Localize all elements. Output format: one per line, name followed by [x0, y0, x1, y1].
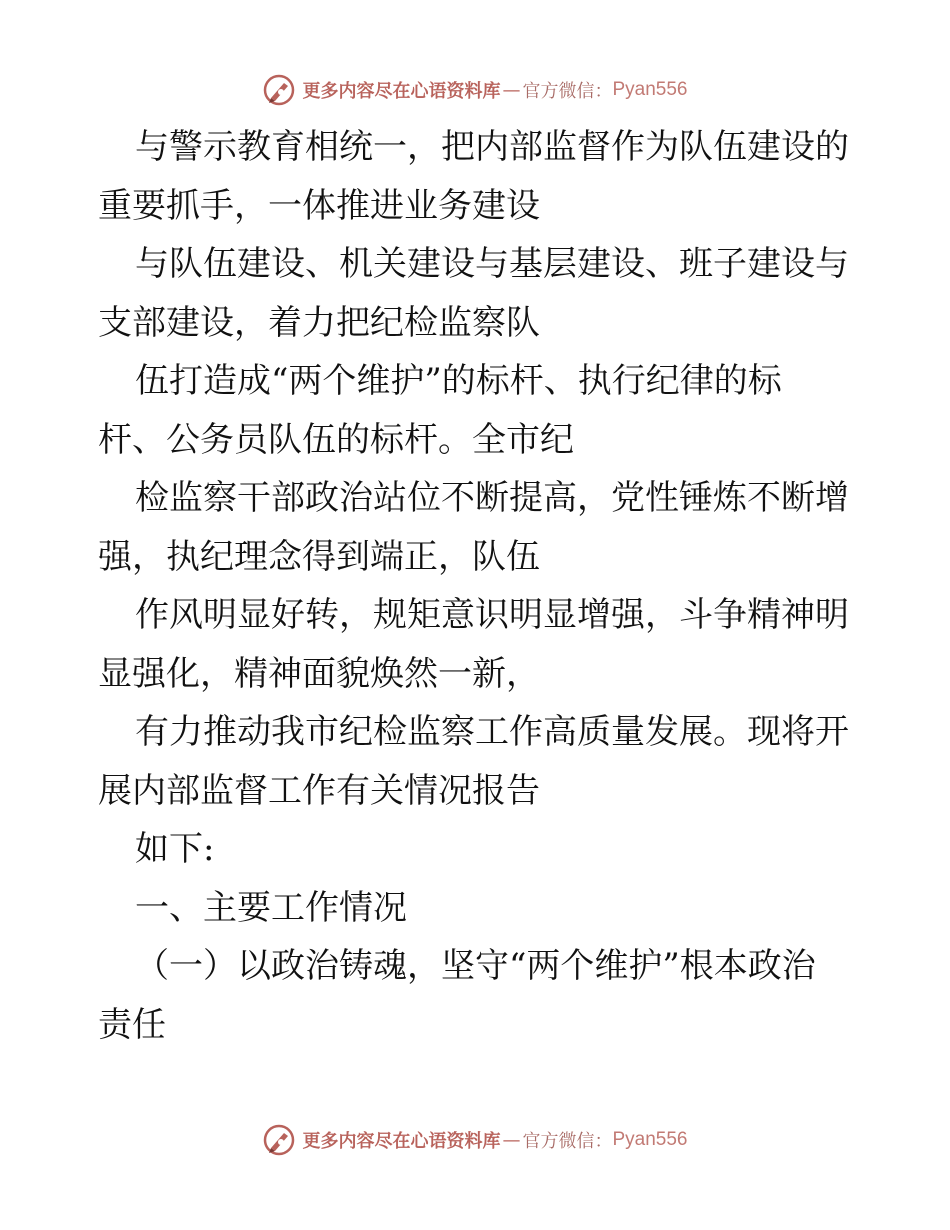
pen-logo-icon — [262, 73, 296, 107]
watermark-wechat-id: Pyan556 — [612, 1129, 688, 1150]
text-line-6: 杆、公务员队伍的标杆。全市纪 — [98, 419, 574, 460]
watermark-brand: 更多内容尽在心语资料库 — [302, 1131, 501, 1152]
text-line-12: 展内部监督工作有关情况报告 — [98, 770, 540, 811]
watermark-wechat-id: Pyan556 — [612, 79, 688, 100]
watermark-wechat-label: 官方微信： — [522, 1131, 613, 1152]
text-line-5: 伍打造成“两个维护”的标杆、执行纪律的标 — [135, 361, 782, 401]
watermark-wechat-label: 官方微信： — [522, 81, 613, 102]
subsection-heading: （一）以政治铸魂，坚守“两个维护”根本政治 — [135, 946, 816, 986]
pen-logo-icon — [262, 1123, 296, 1157]
text-line-7: 检监察干部政治站位不断提高，党性锤炼不断增 — [135, 478, 849, 518]
text-line-8: 强，执纪理念得到端正，队伍 — [98, 536, 540, 577]
watermark-separator: — — [502, 1129, 521, 1151]
text-line-9: 作风明显好转，规矩意识明显增强，斗争精神明 — [135, 595, 849, 635]
text-line-10: 显强化，精神面貌焕然一新， — [98, 653, 540, 694]
subsection-heading-cont: 责任 — [98, 1004, 166, 1045]
section-heading: 一、主要工作情况 — [135, 887, 407, 928]
document-body — [98, 118, 858, 1054]
text-line-3: 与队伍建设、机关建设与基层建设、班子建设与 — [135, 244, 849, 284]
watermark-brand: 更多内容尽在心语资料库 — [302, 81, 501, 102]
header-watermark — [0, 70, 950, 110]
text-line-4: 支部建设，着力把纪检监察队 — [98, 302, 540, 343]
watermark-separator: — — [502, 79, 521, 101]
text-line-13: 如下: — [135, 829, 215, 869]
text-line-2: 重要抓手，一体推进业务建设 — [98, 185, 540, 226]
footer-watermark — [0, 1120, 950, 1160]
text-line-11: 有力推动我市纪检监察工作高质量发展。现将开 — [135, 712, 849, 752]
text-line-1: 与警示教育相统一，把内部监督作为队伍建设的 — [135, 127, 849, 167]
